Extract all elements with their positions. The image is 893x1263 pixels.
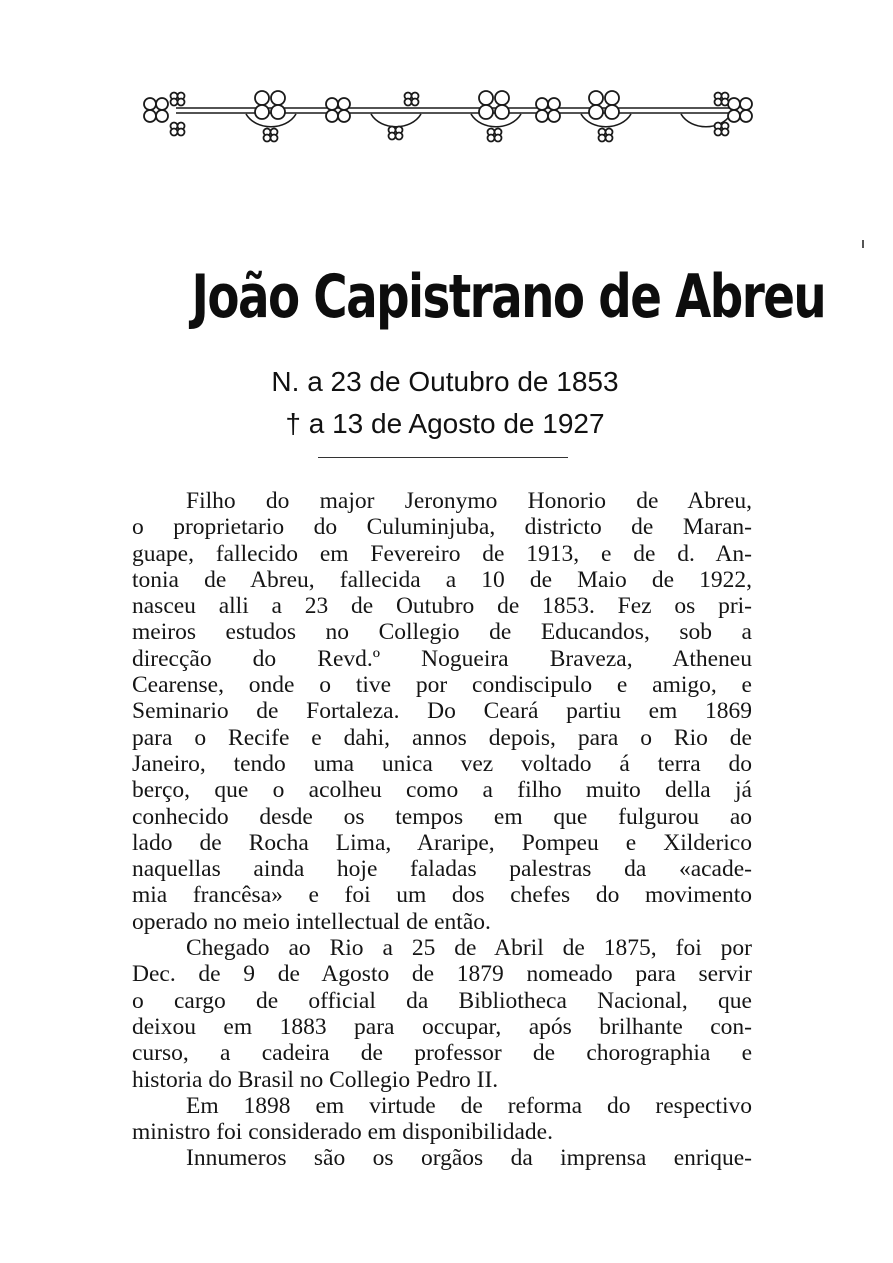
text-line: historia do Brasil no Collegio Pedro II. <box>132 1066 499 1093</box>
text-line: ministro foi considerado em disponibilidade. <box>132 1119 553 1146</box>
biography-text <box>132 488 752 1172</box>
text-line: curso, a cadeira de professor de chorographia e <box>132 1040 752 1067</box>
text-line: o proprietario do Culuminjuba, districto de Maran- <box>132 514 752 541</box>
death-date-line: † a 13 de Agosto de 1927 <box>285 408 605 439</box>
text-line: Em 1898 em virtude de reforma do respectivo <box>186 1092 752 1119</box>
text-line: lado de Rocha Lima, Araripe, Pompeu e Xilderico <box>132 829 752 856</box>
text-line: berço, que o acolheu como a filho muito della já <box>132 777 752 804</box>
text-line: conhecido desde os tempos em que fulgurou ao <box>132 803 752 830</box>
text-line: tonia de Abreu, fallecida a 10 de Maio de 1922, <box>132 566 752 593</box>
text-line: Filho do major Jeronymo Honorio de Abreu, <box>186 488 752 514</box>
text-line: Cearense, onde o tive por condiscipulo e amigo, e <box>132 672 752 699</box>
page-title: João Capistrano de Abreu <box>191 262 826 332</box>
floral-ornament-border <box>136 86 758 148</box>
text-line: Janeiro, tendo uma unica vez voltado á terra do <box>132 750 752 777</box>
text-line: Chegado ao Rio a 25 de Abril de 1875, foi por <box>186 935 752 962</box>
birth-date-line: N. a 23 de Outubro de 1853 <box>271 366 619 397</box>
text-line: deixou em 1883 para occupar, após brilhante con- <box>132 1013 752 1040</box>
scan-mark <box>862 240 864 248</box>
text-line: guape, fallecido em Fevereiro de 1913, e de d. An- <box>132 540 752 567</box>
text-line: Seminario de Fortaleza. Do Ceará partiu em 1869 <box>132 698 752 725</box>
text-line: o cargo de official da Bibliotheca Nacional, que <box>132 987 752 1014</box>
text-line: Innumeros são os orgãos da imprensa enrique- <box>186 1145 752 1172</box>
text-line: direcção do Revd.º Nogueira Braveza, Atheneu <box>132 645 752 672</box>
clover-1 <box>144 98 168 122</box>
text-line: Dec. de 9 de Agosto de 1879 nomeado para servir <box>132 961 752 988</box>
text-line: naquellas ainda hoje faladas palestras da «acade- <box>132 856 752 883</box>
text-line: meiros estudos no Collegio de Educandos, sob a <box>132 619 752 646</box>
text-line: nasceu alli a 23 de Outubro de 1853. Fez os pri- <box>132 593 752 620</box>
divider-rule <box>318 457 568 458</box>
text-line: mia francêsa» e foi um dos chefes do movimento <box>132 882 752 909</box>
text-line: para o Recife e dahi, annos depois, para o Rio de <box>132 724 752 751</box>
text-line: operado no meio intellectual de então. <box>132 908 491 935</box>
